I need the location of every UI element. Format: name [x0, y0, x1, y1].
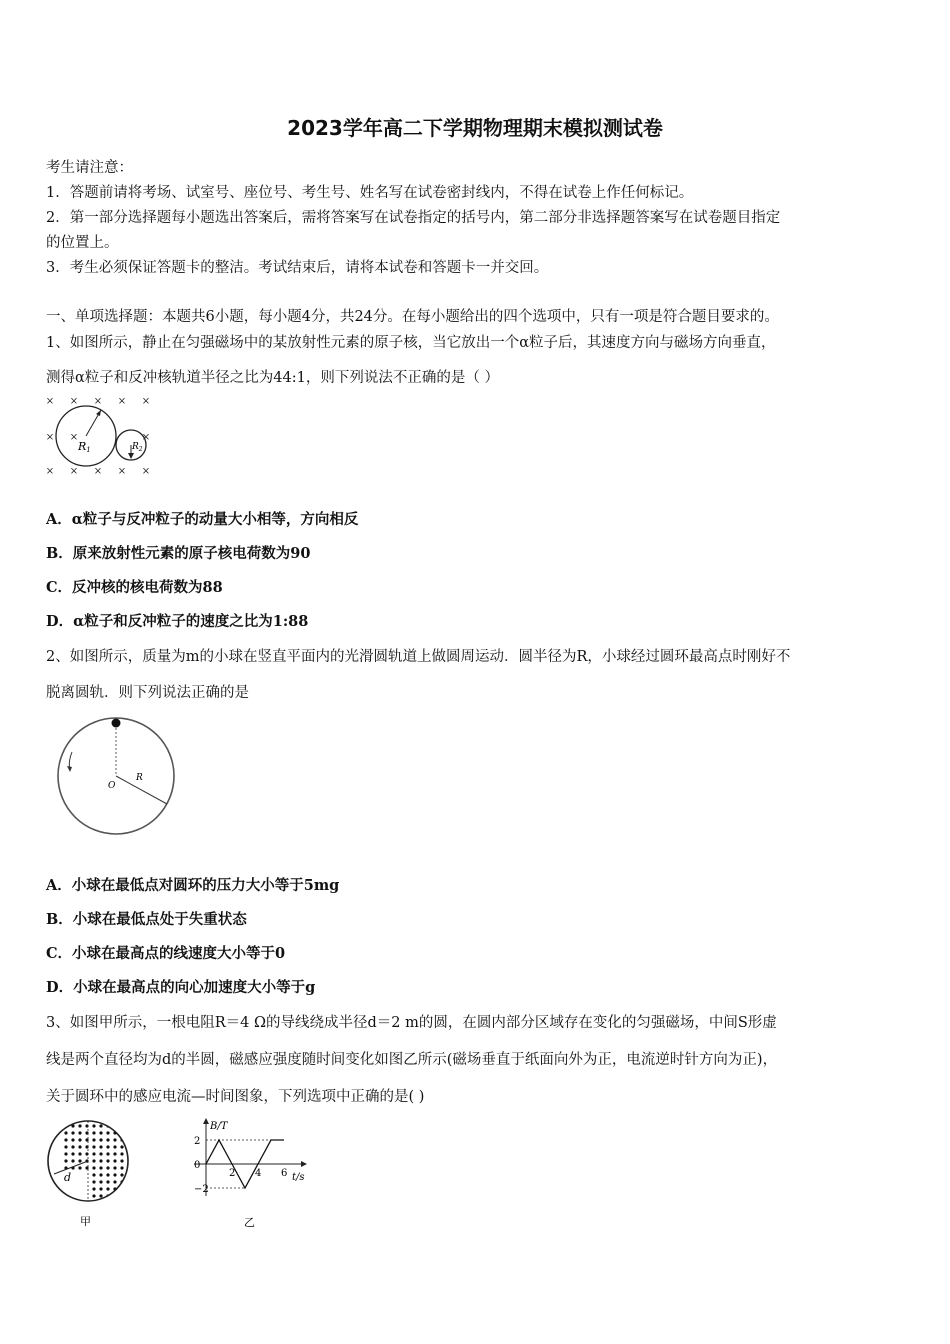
field-dot: [120, 1124, 123, 1127]
field-dot: [127, 1187, 130, 1190]
field-dot: [99, 1152, 102, 1155]
x-tick-label: 4: [255, 1168, 262, 1179]
field-dot: [78, 1159, 81, 1162]
field-dot: [78, 1131, 81, 1134]
field-dot: [113, 1166, 116, 1169]
q2-option-b[interactable]: B．小球在最低点处于失重状态: [46, 911, 247, 928]
field-dot: [64, 1131, 67, 1134]
field-mark: ×: [117, 396, 127, 407]
field-dot: [64, 1159, 67, 1162]
field-dot: [71, 1152, 74, 1155]
q1-stem: 测得α粒子和反冲核轨道半径之比为44:1，则下列说法不正确的是（ ）: [46, 370, 499, 386]
field-dot: [92, 1173, 95, 1176]
y-tick-label: 2: [194, 1136, 201, 1147]
r2-label: $R_2$: [132, 442, 143, 453]
field-dot: [99, 1159, 102, 1162]
field-dot: [64, 1145, 67, 1148]
field-dot: [78, 1138, 81, 1141]
q2-option-a[interactable]: A．小球在最低点对圆环的压力大小等于5mg: [46, 877, 340, 894]
notice-item: 1．答题前请将考场、试室号、座位号、考生号、姓名写在试卷密封线内，不得在试卷上作任何标记。: [46, 185, 694, 201]
field-mark: ×: [69, 432, 79, 443]
x-axis-label: t/s: [292, 1172, 305, 1183]
section-heading: 一、单项选择题：本题共6小题，每小题4分，共24分。在每小题给出的四个选项中，只有一项是符合题目要求的。: [46, 309, 779, 325]
q2-figure: [50, 712, 180, 840]
field-dot: [99, 1180, 102, 1183]
field-dot: [120, 1159, 123, 1162]
notice-item: 的位置上。: [46, 235, 119, 251]
y-axis-label: B/T: [210, 1121, 228, 1132]
field-dot: [120, 1152, 123, 1155]
field-dot: [113, 1159, 116, 1162]
q1-option-d[interactable]: D．α粒子和反冲粒子的速度之比为1:88: [46, 613, 309, 630]
field-dot: [99, 1138, 102, 1141]
field-dot: [99, 1194, 102, 1197]
field-dot: [71, 1138, 74, 1141]
field-dot: [92, 1166, 95, 1169]
field-dot: [78, 1152, 81, 1155]
q1-stem: 1、如图所示，静止在匀强磁场中的某放射性元素的原子核，当它放出一个α粒子后，其速度方向与磁场方向垂直，: [46, 335, 776, 351]
q3-stem: 线是两个直径均为d的半圆，磁感应强度随时间变化如图乙所示(磁场垂直于纸面向外为正，电流逆时针方向为正)，: [46, 1052, 778, 1068]
field-dot: [113, 1124, 116, 1127]
field-dot: [99, 1187, 102, 1190]
field-dot: [127, 1173, 130, 1176]
field-dot: [92, 1187, 95, 1190]
field-mark: ×: [45, 396, 55, 407]
notice-heading: 考生请注意：: [46, 160, 133, 176]
small-ball: [112, 719, 121, 728]
field-dot: [113, 1194, 116, 1197]
field-dot: [120, 1194, 123, 1197]
q1-option-c[interactable]: C．反冲核的核电荷数为88: [46, 579, 223, 596]
q2-option-d[interactable]: D．小球在最高点的向心加速度大小等于g: [46, 979, 316, 996]
field-dot: [78, 1145, 81, 1148]
field-dot: [106, 1138, 109, 1141]
field-dot: [106, 1187, 109, 1190]
field-dot: [92, 1159, 95, 1162]
field-dot: [64, 1152, 67, 1155]
field-dot: [92, 1124, 95, 1127]
field-mark: ×: [93, 466, 103, 477]
field-dot: [113, 1145, 116, 1148]
field-mark: ×: [69, 396, 79, 407]
field-mark: ×: [117, 466, 127, 477]
field-dot: [78, 1166, 81, 1169]
page-title: 2023学年高二下学期物理期末模拟测试卷: [287, 116, 663, 140]
field-dot: [120, 1166, 123, 1169]
q1-option-b[interactable]: B．原来放射性元素的原子核电荷数为90: [46, 545, 311, 562]
field-dot: [127, 1180, 130, 1183]
q3-stem: 关于圆环中的感应电流—时间图象，下列选项中正确的是( ): [46, 1089, 425, 1105]
field-dot: [99, 1124, 102, 1127]
notice-item: 2．第一部分选择题每小题选出答案后，需将答案写在试卷指定的括号内，第二部分非选择题答案写在试卷题目指定: [46, 210, 781, 226]
field-dot: [71, 1131, 74, 1134]
field-dot: [71, 1159, 74, 1162]
field-mark: ×: [141, 396, 151, 407]
field-dot: [113, 1138, 116, 1141]
x-tick-label: 6: [281, 1168, 288, 1179]
field-dot: [120, 1131, 123, 1134]
field-dot: [113, 1180, 116, 1183]
field-dot: [64, 1138, 67, 1141]
field-dot: [127, 1131, 130, 1134]
d-label: d: [64, 1171, 72, 1184]
x-tick-label: 2: [229, 1168, 236, 1179]
field-dot: [120, 1187, 123, 1190]
y-tick-label: −2: [194, 1184, 209, 1195]
q1-option-a[interactable]: A．α粒子与反冲粒子的动量大小相等，方向相反: [46, 511, 359, 528]
field-dot: [106, 1145, 109, 1148]
field-dot: [106, 1173, 109, 1176]
caption-jia: 甲: [80, 1215, 91, 1228]
field-dot: [99, 1145, 102, 1148]
field-mark: ×: [141, 466, 151, 477]
q2-option-c[interactable]: C．小球在最高点的线速度大小等于0: [46, 945, 286, 962]
field-dot: [106, 1152, 109, 1155]
q2-stem: 脱离圆轨．则下列说法正确的是: [46, 685, 249, 701]
magnetic-field-dots: [64, 1124, 130, 1197]
notice-item: 3．考生必须保证答题卡的整洁。考试结束后，请将本试卷和答题卡一并交回。: [46, 260, 549, 276]
field-dot: [106, 1159, 109, 1162]
q2-stem: 2、如图所示，质量为m的小球在竖直平面内的光滑圆轨道上做圆周运动．圆半径为R，小球经过圆环最高点时刚好不: [46, 649, 791, 665]
field-dot: [78, 1124, 81, 1127]
field-dot: [71, 1145, 74, 1148]
field-dot: [92, 1180, 95, 1183]
field-dot: [127, 1145, 130, 1148]
field-dot: [120, 1145, 123, 1148]
field-mark: ×: [45, 432, 55, 443]
radius-label: R: [136, 773, 143, 783]
field-dot: [106, 1180, 109, 1183]
field-dot: [106, 1166, 109, 1169]
field-dot: [106, 1131, 109, 1134]
field-dot: [92, 1138, 95, 1141]
field-dot: [92, 1152, 95, 1155]
q3-figure-b-chart: [186, 1116, 314, 1232]
field-dot: [127, 1194, 130, 1197]
field-dot: [127, 1124, 130, 1127]
q1-figure: [44, 392, 162, 478]
field-mark: ×: [93, 396, 103, 407]
center-label: O: [108, 781, 116, 791]
field-mark: ×: [45, 466, 55, 477]
field-dot: [113, 1152, 116, 1155]
field-dot: [99, 1173, 102, 1176]
y-tick-label: 0: [194, 1160, 201, 1171]
field-dot: [92, 1145, 95, 1148]
field-mark: ×: [141, 432, 151, 443]
field-mark: ×: [69, 466, 79, 477]
field-dot: [99, 1131, 102, 1134]
field-dot: [92, 1194, 95, 1197]
field-dot: [92, 1131, 95, 1134]
q3-stem: 3、如图甲所示，一根电阻R＝4 Ω的导线绕成半径d＝2 m的圆，在圆内部分区域存在变化的匀强磁场，中间S形虚: [46, 1015, 777, 1031]
field-dot: [113, 1173, 116, 1176]
field-dot: [120, 1173, 123, 1176]
q3-figure-a: [44, 1118, 136, 1230]
field-dot: [127, 1138, 130, 1141]
caption-yi: 乙: [244, 1216, 255, 1229]
field-dot: [99, 1166, 102, 1169]
r1-label: R1: [78, 440, 91, 454]
